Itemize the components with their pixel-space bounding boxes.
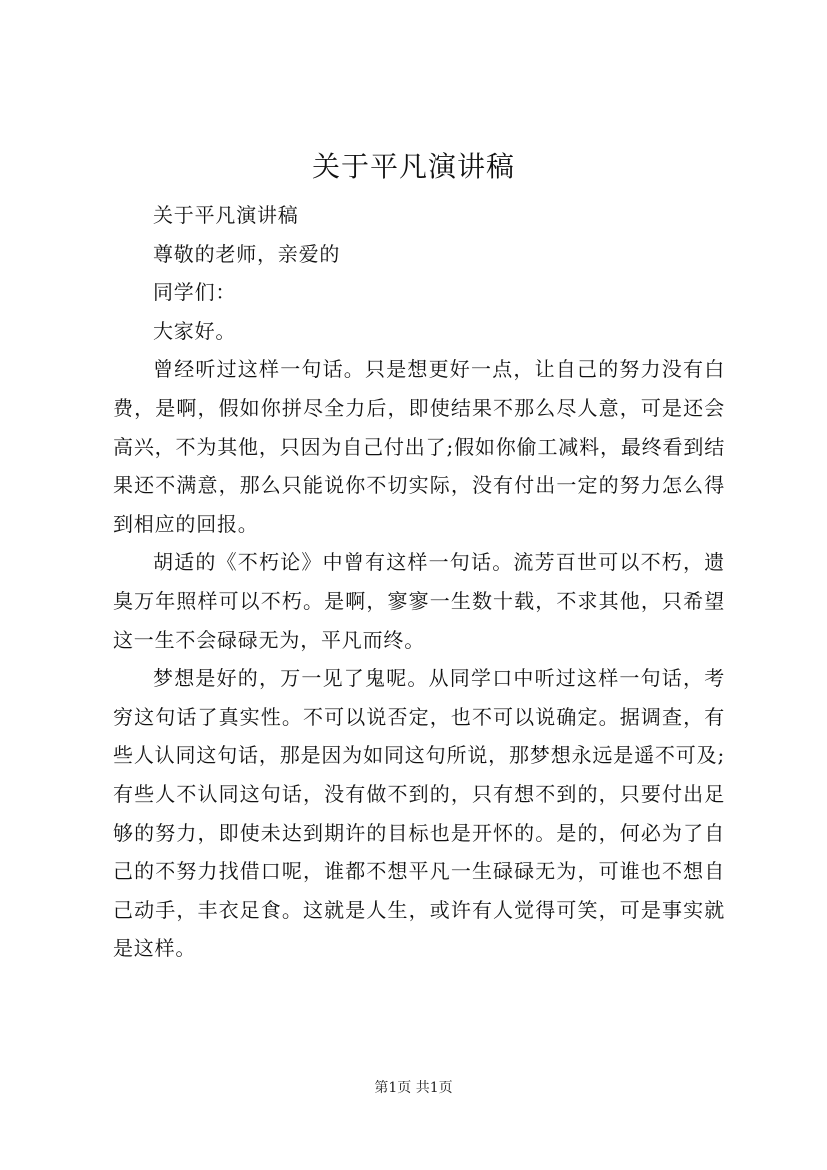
document-body bbox=[113, 196, 725, 968]
paragraph-body-3: 梦想是好的，万一见了鬼呢。从同学口中听过这样一句话，考穷这句话了真实性。不可以说否定，也不可以说确定。据调查，有些人认同这句话，那是因为如同这句所说，那梦想永远是遥不可及;有些人不认同这句话，没有做不到的，只有想不到的，只要付出足够的努力，即使未达到期许的目标也是开怀的。是的，何必为了自己的不努力找借口呢，谁都不想平凡一生碌碌无为，可谁也不想自己动手，丰衣足食。这就是人生，或许有人觉得可笑，可是事实就是这样。 bbox=[113, 666, 725, 961]
paragraph-salutation-continued: 同学们： bbox=[153, 280, 237, 305]
paragraph-greeting: 大家好。 bbox=[153, 318, 237, 343]
paragraph-body-2: 胡适的《不朽论》中曾有这样一句话。流芳百世可以不朽，遗臭万年照样可以不朽。是啊，寥寥一生数十载，不求其他，只希望这一生不会碌碌无为，平凡而终。 bbox=[113, 550, 725, 652]
paragraph-body-1: 曾经听过这样一句话。只是想更好一点，让自己的努力没有白费，是啊，假如你拼尽全力后，即使结果不那么尽人意，可是还会高兴，不为其他，只因为自己付出了;假如你偷工减料，最终看到结果还不满意，那么只能说你不切实际，没有付出一定的努力怎么得到相应的回报。 bbox=[113, 357, 725, 536]
paragraph-heading: 关于平凡演讲稿 bbox=[153, 203, 299, 227]
page-number-footer: 第1页 共1页 bbox=[374, 1080, 453, 1096]
document-title: 关于平凡演讲稿 bbox=[311, 150, 515, 183]
paragraph-salutation: 尊敬的老师，亲爱的 bbox=[153, 241, 341, 266]
